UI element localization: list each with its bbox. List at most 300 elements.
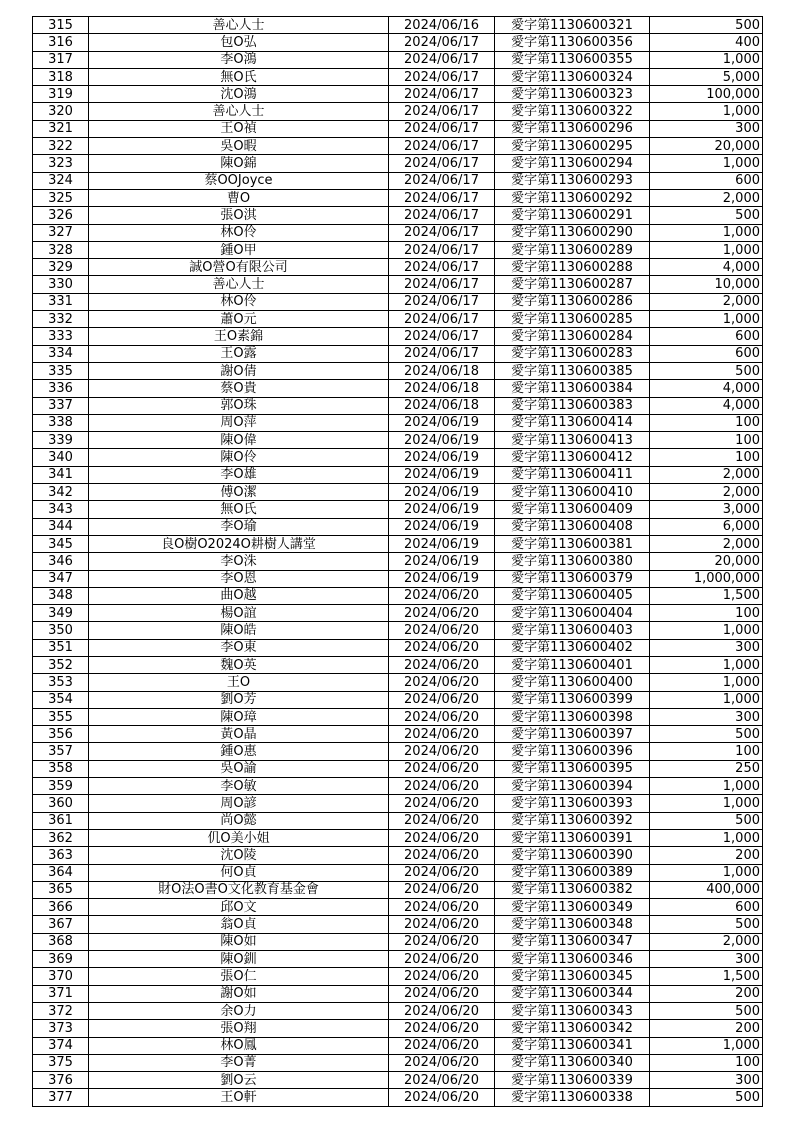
receipt-number: 愛字第1130600286 [495, 293, 650, 310]
receipt-number: 愛字第1130600345 [495, 968, 650, 985]
donation-amount: 1,000 [650, 795, 763, 812]
donation-amount: 100 [650, 449, 763, 466]
receipt-number: 愛字第1130600404 [495, 605, 650, 622]
donation-date: 2024/06/18 [389, 362, 495, 379]
table-row [33, 362, 763, 379]
donation-date: 2024/06/20 [389, 1020, 495, 1037]
row-number: 333 [33, 328, 89, 345]
row-number: 319 [33, 86, 89, 103]
row-number: 318 [33, 68, 89, 85]
donation-amount: 1,000 [650, 656, 763, 673]
row-number: 354 [33, 691, 89, 708]
donation-table [32, 16, 763, 1107]
donation-amount: 2,000 [650, 466, 763, 483]
donor-name: 蕭O元 [89, 311, 389, 328]
receipt-number: 愛字第1130600383 [495, 397, 650, 414]
donor-name: 黃O晶 [89, 726, 389, 743]
donation-amount: 1,000 [650, 51, 763, 68]
row-number: 325 [33, 189, 89, 206]
table-row [33, 587, 763, 604]
row-number: 360 [33, 795, 89, 812]
donation-amount: 600 [650, 172, 763, 189]
donor-name: 李O菁 [89, 1054, 389, 1071]
donor-name: 邱O文 [89, 899, 389, 916]
donor-name: 李O東 [89, 639, 389, 656]
donor-name: 張O仁 [89, 968, 389, 985]
table-row [33, 501, 763, 518]
donation-date: 2024/06/17 [389, 86, 495, 103]
row-number: 323 [33, 155, 89, 172]
row-number: 365 [33, 881, 89, 898]
row-number: 334 [33, 345, 89, 362]
table-row [33, 847, 763, 864]
receipt-number: 愛字第1130600405 [495, 587, 650, 604]
donation-date: 2024/06/17 [389, 51, 495, 68]
donation-amount: 300 [650, 639, 763, 656]
donor-name: 李O雄 [89, 466, 389, 483]
table-row [33, 241, 763, 258]
donation-amount: 2,000 [650, 189, 763, 206]
donor-name: 楊O誼 [89, 605, 389, 622]
receipt-number: 愛字第1130600413 [495, 432, 650, 449]
donation-amount: 100 [650, 432, 763, 449]
receipt-number: 愛字第1130600292 [495, 189, 650, 206]
row-number: 338 [33, 414, 89, 431]
receipt-number: 愛字第1130600341 [495, 1037, 650, 1054]
row-number: 316 [33, 34, 89, 51]
receipt-number: 愛字第1130600384 [495, 380, 650, 397]
donor-name: 曹O [89, 189, 389, 206]
donor-name: 善心人士 [89, 103, 389, 120]
donor-name: 余O力 [89, 1002, 389, 1019]
table-row [33, 726, 763, 743]
donation-date: 2024/06/17 [389, 207, 495, 224]
row-number: 330 [33, 276, 89, 293]
donation-date: 2024/06/20 [389, 916, 495, 933]
donation-amount: 5,000 [650, 68, 763, 85]
donation-date: 2024/06/20 [389, 847, 495, 864]
donation-amount: 500 [650, 207, 763, 224]
donor-name: 李O洙 [89, 553, 389, 570]
table-row [33, 17, 763, 34]
donation-date: 2024/06/17 [389, 241, 495, 258]
receipt-number: 愛字第1130600285 [495, 311, 650, 328]
donation-date: 2024/06/20 [389, 985, 495, 1002]
row-number: 371 [33, 985, 89, 1002]
receipt-number: 愛字第1130600396 [495, 743, 650, 760]
donor-name: 王O [89, 674, 389, 691]
table-row [33, 795, 763, 812]
row-number: 343 [33, 501, 89, 518]
row-number: 362 [33, 829, 89, 846]
donation-date: 2024/06/20 [389, 708, 495, 725]
table-row [33, 34, 763, 51]
receipt-number: 愛字第1130600380 [495, 553, 650, 570]
receipt-number: 愛字第1130600393 [495, 795, 650, 812]
donor-name: 陳O如 [89, 933, 389, 950]
table-row [33, 68, 763, 85]
row-number: 326 [33, 207, 89, 224]
row-number: 376 [33, 1072, 89, 1089]
table-row [33, 207, 763, 224]
row-number: 352 [33, 656, 89, 673]
donation-date: 2024/06/17 [389, 34, 495, 51]
row-number: 377 [33, 1089, 89, 1106]
row-number: 367 [33, 916, 89, 933]
table-row [33, 1002, 763, 1019]
table-row [33, 311, 763, 328]
donation-date: 2024/06/20 [389, 951, 495, 968]
donation-date: 2024/06/19 [389, 570, 495, 587]
table-row [33, 484, 763, 501]
donation-date: 2024/06/19 [389, 449, 495, 466]
receipt-number: 愛字第1130600344 [495, 985, 650, 1002]
donation-date: 2024/06/18 [389, 397, 495, 414]
receipt-number: 愛字第1130600402 [495, 639, 650, 656]
table-row [33, 656, 763, 673]
donor-name: 劉O云 [89, 1072, 389, 1089]
table-row [33, 1020, 763, 1037]
row-number: 344 [33, 518, 89, 535]
donor-name: 謝O倩 [89, 362, 389, 379]
table-row [33, 812, 763, 829]
donation-amount: 500 [650, 726, 763, 743]
donation-amount: 200 [650, 847, 763, 864]
receipt-number: 愛字第1130600410 [495, 484, 650, 501]
donation-date: 2024/06/20 [389, 743, 495, 760]
donation-date: 2024/06/17 [389, 103, 495, 120]
receipt-number: 愛字第1130600412 [495, 449, 650, 466]
table-row [33, 916, 763, 933]
receipt-number: 愛字第1130600289 [495, 241, 650, 258]
row-number: 353 [33, 674, 89, 691]
table-row [33, 639, 763, 656]
donation-amount: 100 [650, 743, 763, 760]
receipt-number: 愛字第1130600342 [495, 1020, 650, 1037]
donation-date: 2024/06/20 [389, 899, 495, 916]
row-number: 359 [33, 778, 89, 795]
donor-name: 王O素錦 [89, 328, 389, 345]
donor-name: 林O伶 [89, 224, 389, 241]
donation-date: 2024/06/20 [389, 829, 495, 846]
donation-amount: 200 [650, 985, 763, 1002]
receipt-number: 愛字第1130600398 [495, 708, 650, 725]
donation-amount: 300 [650, 951, 763, 968]
donor-name: 無O氏 [89, 68, 389, 85]
donation-date: 2024/06/17 [389, 293, 495, 310]
donor-name: 何O貞 [89, 864, 389, 881]
donation-amount: 500 [650, 812, 763, 829]
donation-date: 2024/06/17 [389, 68, 495, 85]
row-number: 350 [33, 622, 89, 639]
donor-name: 周O諺 [89, 795, 389, 812]
table-row [33, 276, 763, 293]
donor-name: 沈O陵 [89, 847, 389, 864]
donation-date: 2024/06/20 [389, 760, 495, 777]
row-number: 317 [33, 51, 89, 68]
donation-date: 2024/06/20 [389, 968, 495, 985]
row-number: 322 [33, 138, 89, 155]
donation-date: 2024/06/20 [389, 1002, 495, 1019]
table-row [33, 708, 763, 725]
donation-date: 2024/06/18 [389, 380, 495, 397]
receipt-number: 愛字第1130600347 [495, 933, 650, 950]
table-row [33, 103, 763, 120]
donation-amount: 2,000 [650, 933, 763, 950]
donation-date: 2024/06/20 [389, 1037, 495, 1054]
receipt-number: 愛字第1130600293 [495, 172, 650, 189]
donation-amount: 4,000 [650, 259, 763, 276]
table-row [33, 51, 763, 68]
donation-date: 2024/06/20 [389, 933, 495, 950]
donor-name: 王O露 [89, 345, 389, 362]
receipt-number: 愛字第1130600391 [495, 829, 650, 846]
table-row [33, 224, 763, 241]
row-number: 345 [33, 535, 89, 552]
row-number: 348 [33, 587, 89, 604]
row-number: 351 [33, 639, 89, 656]
donation-date: 2024/06/20 [389, 726, 495, 743]
table-row [33, 553, 763, 570]
donation-amount: 1,000 [650, 829, 763, 846]
receipt-number: 愛字第1130600355 [495, 51, 650, 68]
table-row [33, 1037, 763, 1054]
donor-name: 謝O如 [89, 985, 389, 1002]
donation-amount: 500 [650, 1002, 763, 1019]
table-row [33, 829, 763, 846]
row-number: 341 [33, 466, 89, 483]
donation-amount: 200 [650, 1020, 763, 1037]
donation-amount: 1,000 [650, 311, 763, 328]
table-row [33, 691, 763, 708]
donation-date: 2024/06/17 [389, 172, 495, 189]
donation-amount: 100 [650, 605, 763, 622]
donation-amount: 100 [650, 414, 763, 431]
donation-date: 2024/06/19 [389, 501, 495, 518]
row-number: 339 [33, 432, 89, 449]
row-number: 372 [33, 1002, 89, 1019]
row-number: 364 [33, 864, 89, 881]
table-row [33, 951, 763, 968]
row-number: 349 [33, 605, 89, 622]
donation-amount: 1,000 [650, 103, 763, 120]
donor-name: 曲O越 [89, 587, 389, 604]
donor-name: 李O恩 [89, 570, 389, 587]
receipt-number: 愛字第1130600382 [495, 881, 650, 898]
donor-name: 吳O諭 [89, 760, 389, 777]
donation-amount: 600 [650, 328, 763, 345]
table-row [33, 760, 763, 777]
receipt-number: 愛字第1130600349 [495, 899, 650, 916]
donation-date: 2024/06/17 [389, 189, 495, 206]
donation-date: 2024/06/20 [389, 1072, 495, 1089]
row-number: 335 [33, 362, 89, 379]
receipt-number: 愛字第1130600340 [495, 1054, 650, 1071]
donation-date: 2024/06/17 [389, 138, 495, 155]
receipt-number: 愛字第1130600399 [495, 691, 650, 708]
donation-amount: 500 [650, 362, 763, 379]
donor-name: 陳O釧 [89, 951, 389, 968]
table-row [33, 985, 763, 1002]
table-row [33, 864, 763, 881]
donation-amount: 1,500 [650, 587, 763, 604]
donation-date: 2024/06/17 [389, 328, 495, 345]
row-number: 346 [33, 553, 89, 570]
receipt-number: 愛字第1130600381 [495, 535, 650, 552]
donation-date: 2024/06/20 [389, 795, 495, 812]
row-number: 320 [33, 103, 89, 120]
row-number: 337 [33, 397, 89, 414]
receipt-number: 愛字第1130600390 [495, 847, 650, 864]
donation-date: 2024/06/20 [389, 778, 495, 795]
receipt-number: 愛字第1130600411 [495, 466, 650, 483]
receipt-number: 愛字第1130600288 [495, 259, 650, 276]
receipt-number: 愛字第1130600392 [495, 812, 650, 829]
donation-amount: 100,000 [650, 86, 763, 103]
table-row [33, 1089, 763, 1106]
donation-amount: 1,500 [650, 968, 763, 985]
receipt-number: 愛字第1130600403 [495, 622, 650, 639]
donation-amount: 4,000 [650, 380, 763, 397]
donation-table-body [33, 17, 763, 1107]
donor-name: 張O淇 [89, 207, 389, 224]
donation-date: 2024/06/20 [389, 587, 495, 604]
table-row [33, 449, 763, 466]
receipt-number: 愛字第1130600287 [495, 276, 650, 293]
donor-name: 包O弘 [89, 34, 389, 51]
row-number: 356 [33, 726, 89, 743]
donor-name: 陳O皓 [89, 622, 389, 639]
receipt-number: 愛字第1130600339 [495, 1072, 650, 1089]
row-number: 374 [33, 1037, 89, 1054]
donation-date: 2024/06/19 [389, 484, 495, 501]
receipt-number: 愛字第1130600385 [495, 362, 650, 379]
table-row [33, 778, 763, 795]
donation-date: 2024/06/16 [389, 17, 495, 34]
donation-amount: 1,000 [650, 778, 763, 795]
donation-amount: 300 [650, 1072, 763, 1089]
donor-name: 良O樹O2024O耕樹人講堂 [89, 535, 389, 552]
row-number: 373 [33, 1020, 89, 1037]
table-row [33, 933, 763, 950]
table-row [33, 328, 763, 345]
donation-date: 2024/06/20 [389, 881, 495, 898]
receipt-number: 愛字第1130600401 [495, 656, 650, 673]
receipt-number: 愛字第1130600379 [495, 570, 650, 587]
donor-name: 沈O鴻 [89, 86, 389, 103]
receipt-number: 愛字第1130600408 [495, 518, 650, 535]
donation-date: 2024/06/17 [389, 276, 495, 293]
donor-name: 傅O潔 [89, 484, 389, 501]
row-number: 331 [33, 293, 89, 310]
donor-name: 陳O錦 [89, 155, 389, 172]
donation-date: 2024/06/17 [389, 311, 495, 328]
donation-date: 2024/06/20 [389, 1089, 495, 1106]
donation-amount: 3,000 [650, 501, 763, 518]
row-number: 324 [33, 172, 89, 189]
donor-name: 蔡OOJoyce [89, 172, 389, 189]
donor-name: 王O禎 [89, 120, 389, 137]
table-row [33, 518, 763, 535]
table-row [33, 622, 763, 639]
receipt-number: 愛字第1130600291 [495, 207, 650, 224]
row-number: 347 [33, 570, 89, 587]
donation-date: 2024/06/20 [389, 622, 495, 639]
receipt-number: 愛字第1130600321 [495, 17, 650, 34]
row-number: 315 [33, 17, 89, 34]
donation-amount: 1,000 [650, 224, 763, 241]
donation-date: 2024/06/20 [389, 674, 495, 691]
receipt-number: 愛字第1130600283 [495, 345, 650, 362]
donation-amount: 400 [650, 34, 763, 51]
row-number: 370 [33, 968, 89, 985]
receipt-number: 愛字第1130600394 [495, 778, 650, 795]
donation-amount: 1,000 [650, 155, 763, 172]
receipt-number: 愛字第1130600400 [495, 674, 650, 691]
donor-name: 尚O懿 [89, 812, 389, 829]
receipt-number: 愛字第1130600290 [495, 224, 650, 241]
table-row [33, 432, 763, 449]
receipt-number: 愛字第1130600322 [495, 103, 650, 120]
receipt-number: 愛字第1130600389 [495, 864, 650, 881]
donation-amount: 300 [650, 708, 763, 725]
row-number: 336 [33, 380, 89, 397]
table-row [33, 189, 763, 206]
receipt-number: 愛字第1130600324 [495, 68, 650, 85]
donation-amount: 6,000 [650, 518, 763, 535]
table-row [33, 570, 763, 587]
donation-amount: 1,000 [650, 1037, 763, 1054]
table-row [33, 155, 763, 172]
receipt-number: 愛字第1130600294 [495, 155, 650, 172]
table-row [33, 293, 763, 310]
receipt-number: 愛字第1130600338 [495, 1089, 650, 1106]
donation-amount: 1,000 [650, 241, 763, 258]
table-row [33, 138, 763, 155]
row-number: 366 [33, 899, 89, 916]
donor-name: 無O氏 [89, 501, 389, 518]
receipt-number: 愛字第1130600323 [495, 86, 650, 103]
donation-date: 2024/06/17 [389, 224, 495, 241]
donation-date: 2024/06/17 [389, 155, 495, 172]
donation-amount: 1,000 [650, 691, 763, 708]
donor-name: 李O敏 [89, 778, 389, 795]
receipt-number: 愛字第1130600414 [495, 414, 650, 431]
row-number: 368 [33, 933, 89, 950]
donor-name: 吳O暇 [89, 138, 389, 155]
donor-name: 善心人士 [89, 17, 389, 34]
donation-amount: 10,000 [650, 276, 763, 293]
table-row [33, 968, 763, 985]
donor-name: 郭O珠 [89, 397, 389, 414]
donation-amount: 100 [650, 1054, 763, 1071]
donation-amount: 1,000 [650, 864, 763, 881]
donation-amount: 300 [650, 120, 763, 137]
row-number: 328 [33, 241, 89, 258]
receipt-number: 愛字第1130600346 [495, 951, 650, 968]
donation-amount: 2,000 [650, 484, 763, 501]
receipt-number: 愛字第1130600284 [495, 328, 650, 345]
table-row [33, 605, 763, 622]
donation-date: 2024/06/17 [389, 120, 495, 137]
table-row [33, 380, 763, 397]
donor-name: 周O萍 [89, 414, 389, 431]
donation-date: 2024/06/19 [389, 535, 495, 552]
donor-name: 李O鴻 [89, 51, 389, 68]
donor-name: 張O翔 [89, 1020, 389, 1037]
donor-name: 誠O營O有限公司 [89, 259, 389, 276]
table-row [33, 881, 763, 898]
